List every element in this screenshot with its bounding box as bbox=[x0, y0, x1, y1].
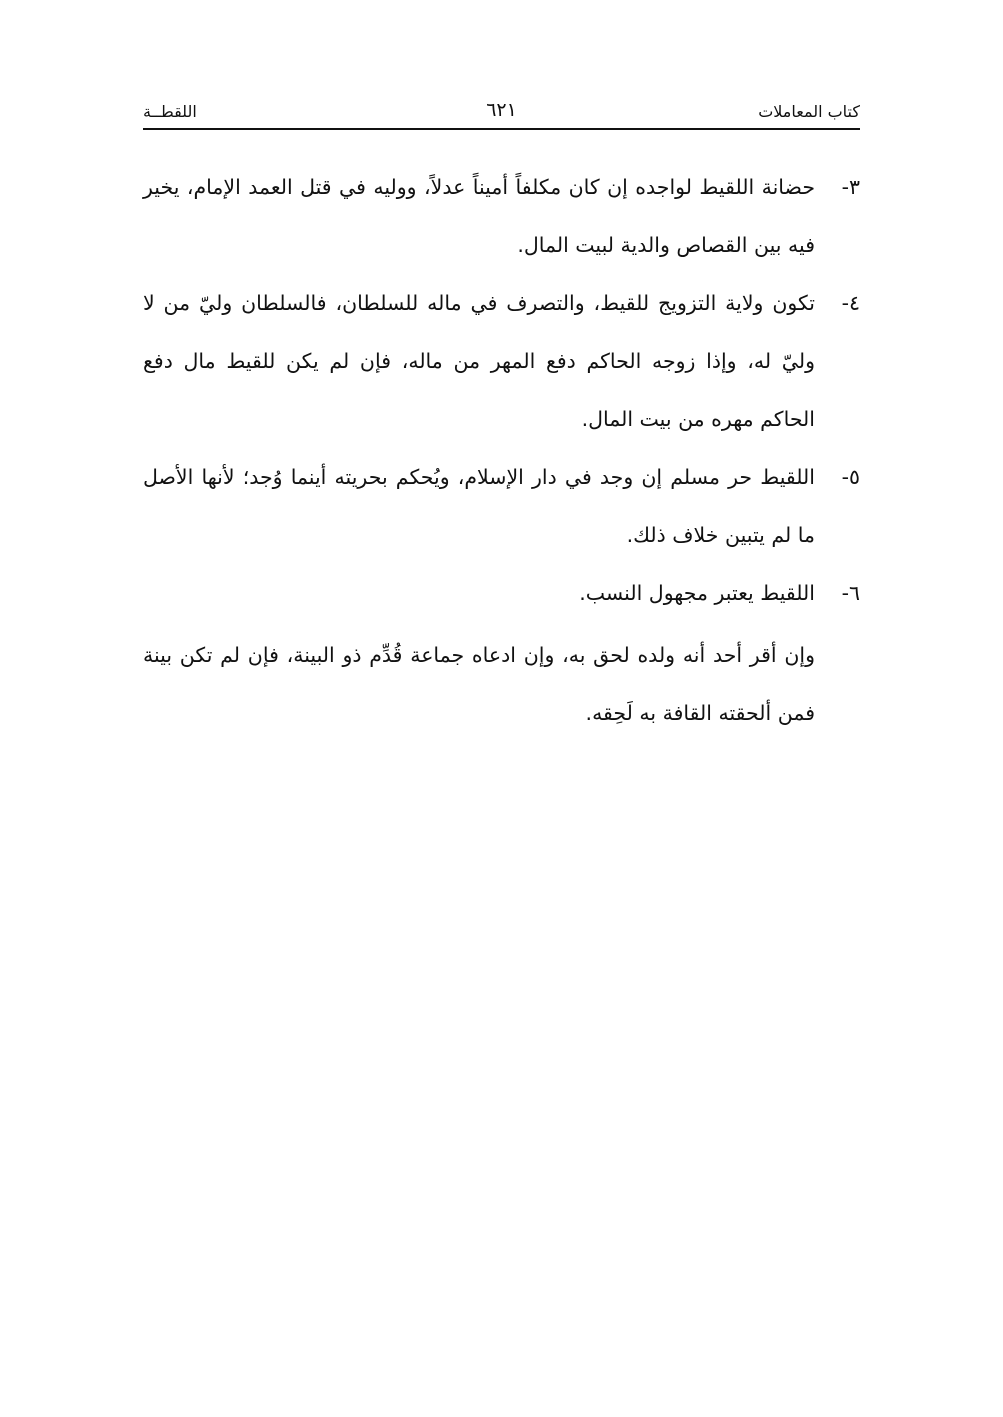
list-item bbox=[143, 158, 860, 274]
header-divider bbox=[143, 128, 860, 130]
page-header bbox=[143, 98, 860, 128]
closing-paragraph: وإن أقر أحد أنه ولده لحق به، وإن ادعاه جماعة قُدِّم ذو البينة، فإن لم تكن بينة فمن ألحقته القافة به لَحِقه. bbox=[143, 643, 815, 725]
item-number: ٥- bbox=[841, 465, 860, 489]
list-item bbox=[143, 274, 860, 448]
book-title: كتاب المعاملات bbox=[758, 102, 860, 121]
item-number: ٣- bbox=[841, 175, 860, 199]
item-text: اللقيط حر مسلم إن وجد في دار الإسلام، ويُحكم بحريته أينما وُجد؛ لأنها الأصل ما لم يتبين خلاف ذلك. bbox=[143, 465, 815, 547]
item-text: حضانة اللقيط لواجده إن كان مكلفاً أميناً عدلاً، ووليه في قتل العمد الإمام، يخير فيه بين القصاص والدية لبيت المال. bbox=[143, 175, 815, 257]
page-number: ٦٢١ bbox=[486, 99, 517, 121]
page-body bbox=[143, 158, 860, 763]
item-text: اللقيط يعتبر مجهول النسب. bbox=[579, 581, 815, 605]
list-item bbox=[143, 564, 860, 622]
item-text: تكون ولاية التزويج للقيط، والتصرف في ماله للسلطان، فالسلطان وليّ من لا وليّ له، وإذا زوجه الحاكم دفع المهر من ماله، فإن لم يكن للقيط مال دفع الحاكم مهره من بيت المال. bbox=[143, 291, 815, 431]
list-item bbox=[143, 448, 860, 564]
chapter-title: اللقطــة bbox=[143, 102, 197, 121]
item-number: ٤- bbox=[841, 291, 860, 315]
item-number: ٦- bbox=[841, 581, 860, 605]
